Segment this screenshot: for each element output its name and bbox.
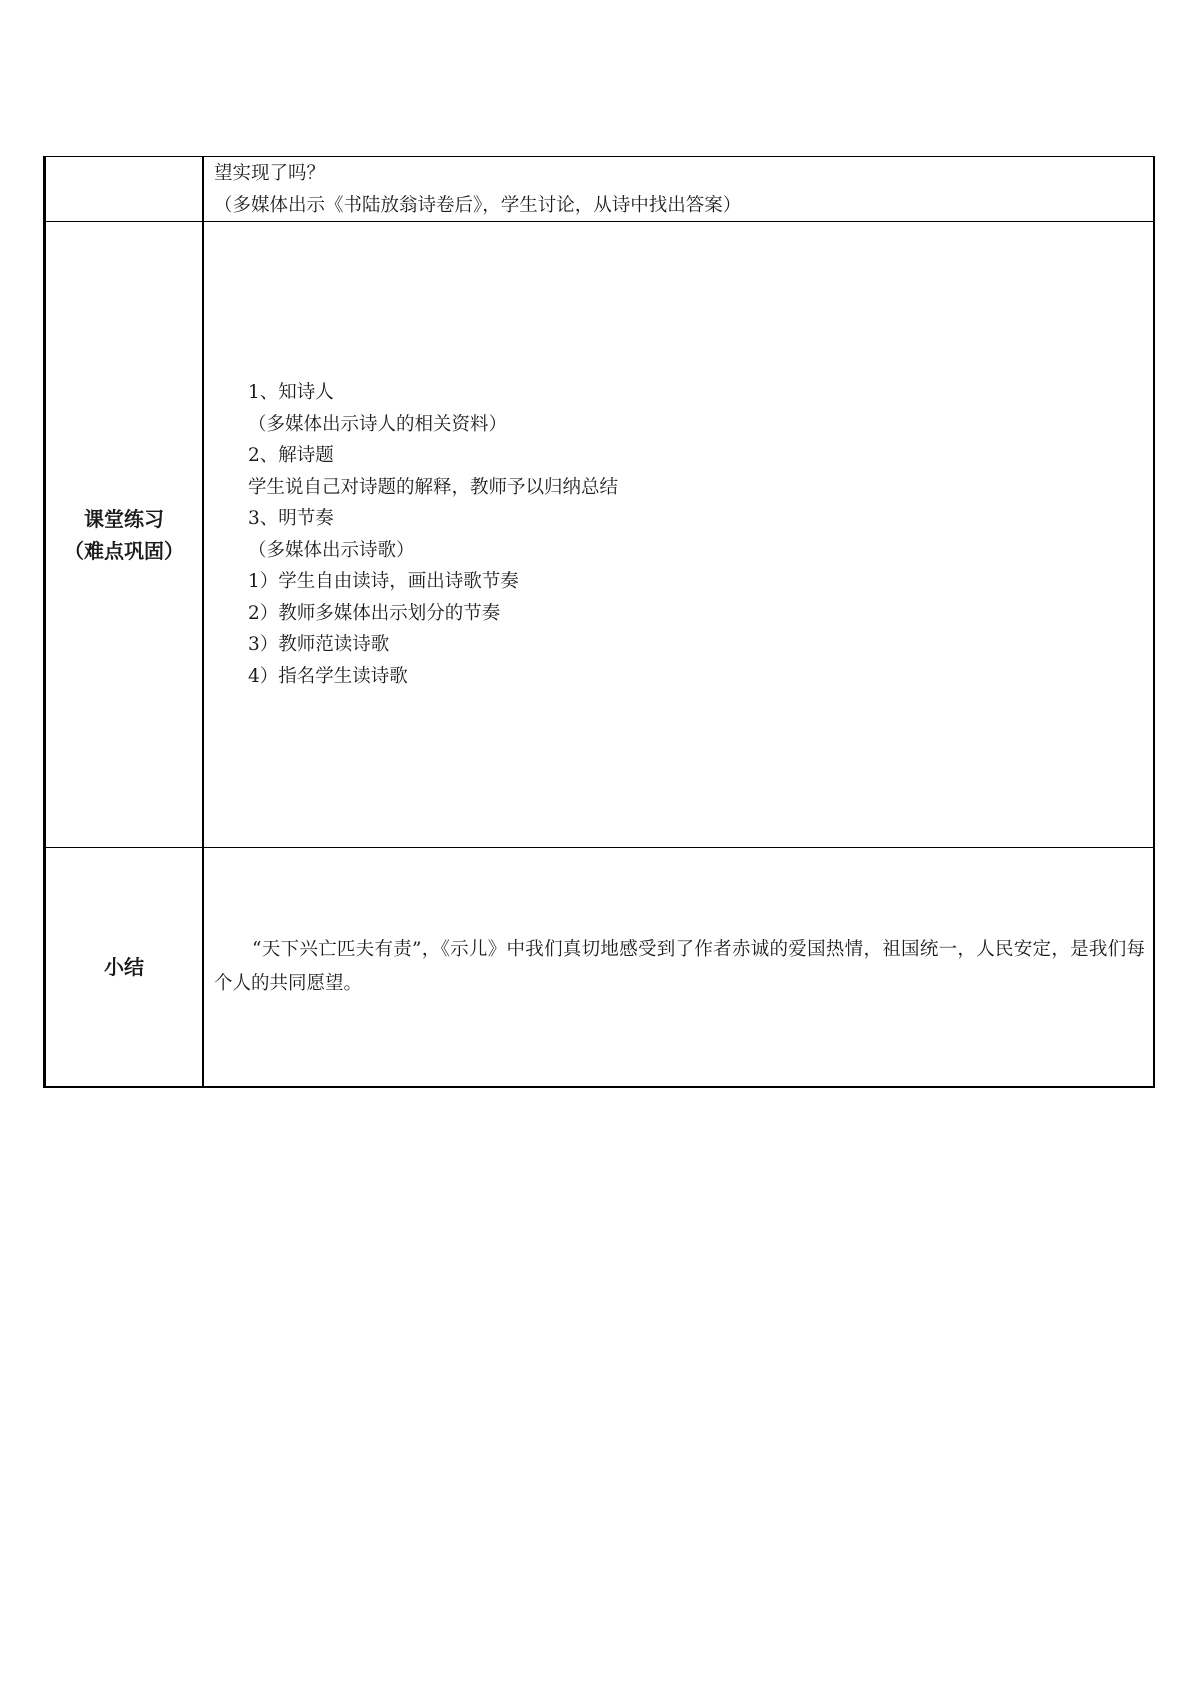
- exercise-line: 3、明节奏: [248, 508, 334, 529]
- exercise-line: 4）指名学生读诗歌: [248, 665, 408, 687]
- summary-row: [45, 848, 1155, 1087]
- exercise-label-cell: [45, 222, 204, 848]
- continuation-line: （多媒体出示《书陆放翁诗卷后》，学生讨论，从诗中找出答案）: [214, 194, 742, 216]
- exercise-line: 2）教师多媒体出示划分的节奏: [248, 602, 501, 624]
- exercise-line: （多媒体出示诗人的相关资料）: [248, 413, 508, 435]
- lesson-plan-table: [43, 156, 1155, 1088]
- exercise-line: 2、解诗题: [248, 445, 334, 466]
- continuation-content-cell: [203, 157, 1154, 222]
- exercise-line: 学生说自己对诗题的解释，教师予以归纳总结: [248, 476, 619, 498]
- exercise-label: 课堂练习: [84, 506, 164, 531]
- exercise-line: （多媒体出示诗歌）: [248, 539, 415, 561]
- exercise-content-cell: [203, 222, 1154, 848]
- summary-content-cell: [203, 848, 1154, 1087]
- continuation-row: [45, 157, 1155, 222]
- continuation-label-cell: [45, 157, 204, 222]
- exercise-line: 3）教师范读诗歌: [248, 634, 390, 655]
- continuation-line: 望实现了吗？: [214, 163, 326, 184]
- exercise-line: 1）学生自由读诗，画出诗歌节奏: [248, 571, 519, 592]
- summary-label: 小结: [104, 954, 144, 979]
- summary-label-cell: [45, 848, 204, 1087]
- exercise-row: [45, 222, 1155, 848]
- summary-text: “天下兴亡匹夫有责”，《示儿》中我们真切地感受到了作者赤诚的爱国热情，祖国统一，人民安定，是我们每个人的共同愿望。: [214, 938, 1145, 994]
- exercise-line: 1、知诗人: [248, 382, 334, 403]
- exercise-sublabel: （难点巩固）: [64, 538, 184, 563]
